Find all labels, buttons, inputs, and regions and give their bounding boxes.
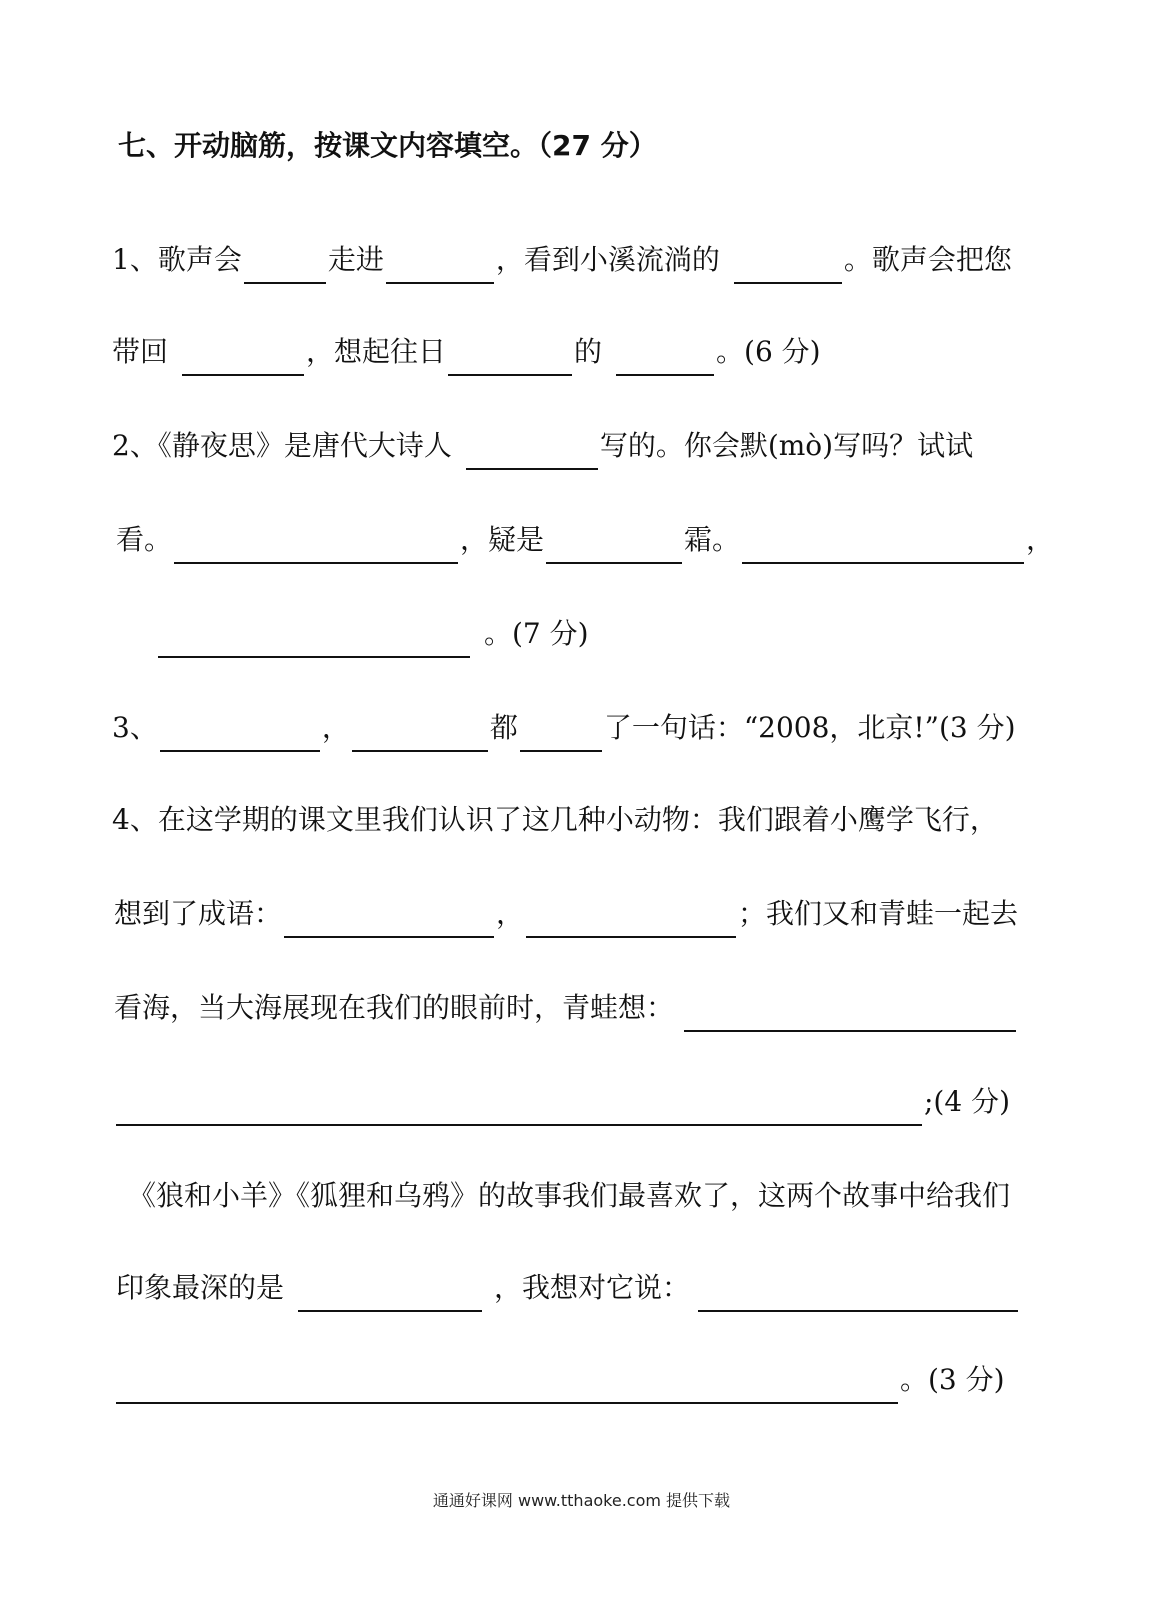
- blank[interactable]: [116, 1090, 922, 1126]
- q4-line-7: 。(3 分): [114, 1356, 1005, 1404]
- q2-line-3: 。(7 分): [156, 610, 589, 658]
- q2-line-1: 2、《静夜思》是唐代大诗人 写的。你会默(mò)写吗？试试: [112, 422, 973, 470]
- blank[interactable]: [298, 1276, 482, 1312]
- blank[interactable]: [174, 528, 458, 564]
- blank[interactable]: [734, 248, 842, 284]
- blank[interactable]: [526, 902, 736, 938]
- blank[interactable]: [616, 340, 714, 376]
- q1-line-1: 1、歌声会 走进 ，看到小溪流淌的 。歌声会把您: [112, 236, 1012, 284]
- section-title: 七、开动脑筋，按课文内容填空。（27 分）: [118, 129, 657, 162]
- blank[interactable]: [352, 716, 488, 752]
- blank[interactable]: [116, 1368, 898, 1404]
- q2-line-2: 看。 ，疑是 霜。 ，: [116, 516, 1054, 564]
- blank[interactable]: [448, 340, 572, 376]
- blank[interactable]: [684, 996, 1016, 1032]
- blank[interactable]: [182, 340, 304, 376]
- q4-line-4: ;(4 分): [114, 1078, 1010, 1126]
- blank[interactable]: [244, 248, 326, 284]
- q4-line-3: 看海，当大海展现在我们的眼前时，青蛙想：: [114, 984, 1018, 1032]
- q3-line: 3、 ， 都 了一句话：“2008，北京!”(3 分): [112, 704, 1016, 752]
- blank[interactable]: [520, 716, 602, 752]
- blank[interactable]: [546, 528, 682, 564]
- q4-line-1: 4、在这学期的课文里我们认识了这几种小动物：我们跟着小鹰学飞行，: [112, 803, 998, 836]
- footer-credit: 通通好课网 www.tthaoke.com 提供下载: [432, 1491, 731, 1510]
- q4-line-2: 想到了成语： ， ；我们又和青蛙一起去: [114, 890, 1018, 938]
- q4-line-6: 印象最深的是 ，我想对它说：: [116, 1264, 1020, 1312]
- blank[interactable]: [386, 248, 494, 284]
- blank[interactable]: [698, 1276, 1018, 1312]
- blank[interactable]: [466, 434, 598, 470]
- blank[interactable]: [158, 622, 470, 658]
- blank[interactable]: [160, 716, 320, 752]
- q4-line-5: 《狼和小羊》《狐狸和乌鸦》的故事我们最喜欢了，这两个故事中给我们: [128, 1179, 1011, 1212]
- blank[interactable]: [742, 528, 1024, 564]
- blank[interactable]: [284, 902, 494, 938]
- q1-line-2: 带回 ，想起往日 的 。(6 分): [112, 328, 821, 376]
